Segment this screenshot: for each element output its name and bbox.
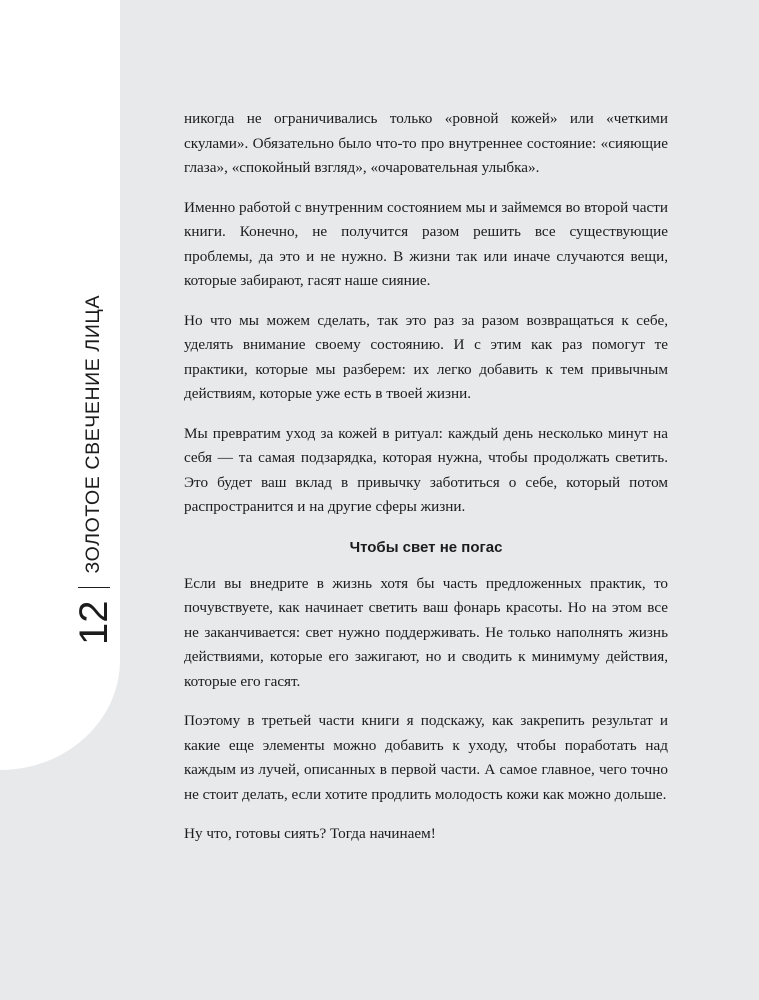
section-heading: Чтобы свет не погас: [349, 538, 503, 556]
page-number: 12: [72, 600, 116, 645]
section-paragraph-3: Ну что, готовы сиять? Тогда начинаем!: [184, 825, 436, 842]
paragraph-4: Мы превратим уход за кожей в ритуал: каждый день несколько минут на себя — та самая подзарядка, которая нужна, чтобы продолжать светить. Это будет ваш вклад в привычку заботиться о себе, который потом распространится и на другие сферы жизни.: [184, 424, 668, 515]
section-paragraph-2: Поэтому в третьей части книги я подскажу, как закрепить результат и какие еще элементы можно добавить к уходу, чтобы поработать над каждым из лучей, описанных в первой части. А самое главное, чего точно не стоит делать, если хотите продлить молодость кожи как можно дольше.: [184, 712, 668, 803]
paragraph-3: Но что мы можем сделать, так это раз за разом возвращаться к себе, уделять внимание своему состоянию. И с этим как раз помогут те практики, которые мы разберем: их легко добавить к тем привычным действиям, которые уже есть в твоей жизни.: [184, 311, 668, 402]
side-label: [0, 0, 120, 770]
running-title: ЗОЛОТОЕ СВЕЧЕНИЕ ЛИЦА: [82, 294, 105, 574]
side-divider: [78, 588, 110, 589]
main-text: [184, 107, 668, 862]
paragraph-1: никогда не ограничивались только «ровной кожей» или «четкими скулами». Обязательно было что-то про внутреннее состояние: «сияющие глаза», «спокойный взгляд», «очаровательная улыбка».: [184, 110, 668, 176]
side-rotated-group: [74, 295, 114, 645]
paragraph-2: Именно работой с внутренним состоянием мы и займемся во второй части книги. Конечно, не получится разом решить все существующие проблемы, да это и не нужно. В жизни так или иначе случаются вещи, которые забирают, гасят наше сияние.: [184, 198, 668, 289]
section-paragraph-1: Если вы внедрите в жизнь хотя бы часть предложенных практик, то почувствуете, как начинает светить ваш фонарь красоты. Но на этом все не заканчивается: свет нужно поддерживать. Не только наполнять жизнь действиями, которые его зажигают, но и сводить к минимуму действия, которые его гасят.: [184, 574, 668, 690]
